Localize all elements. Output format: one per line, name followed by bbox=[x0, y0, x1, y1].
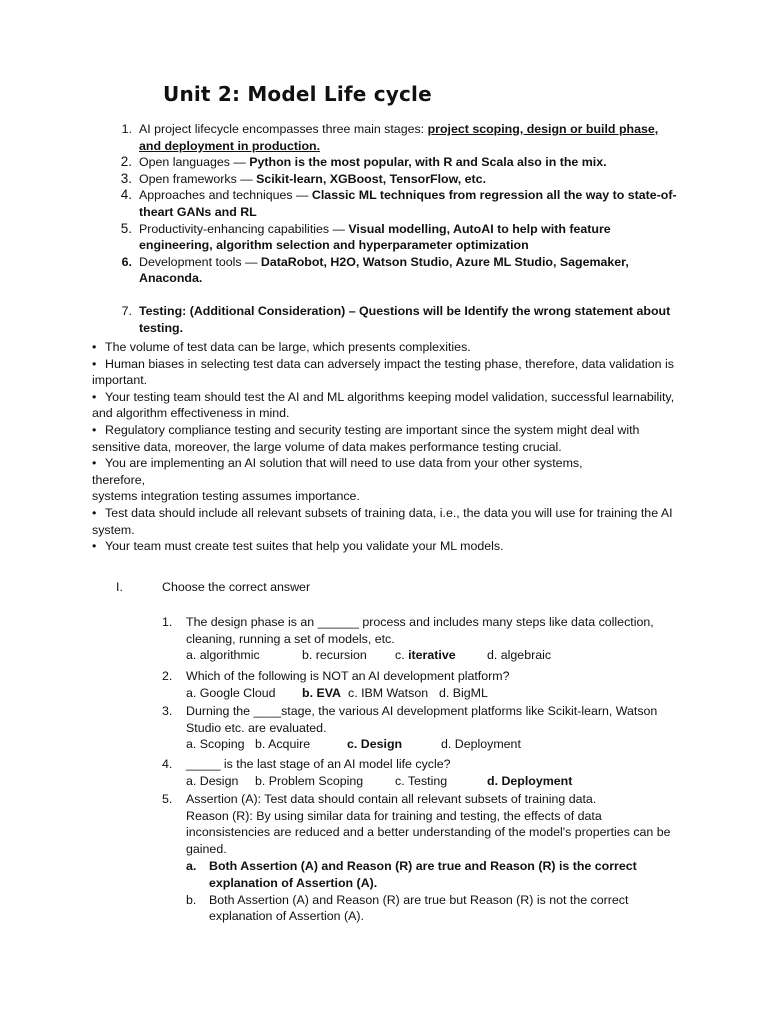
option-c: c. iterative bbox=[395, 648, 456, 663]
question-3: 3. Durning the ____stage, the various AI development platforms like Scikit-learn, Watson Studio etc. are evaluated. a. Scoping b. Acquire c. Design d. Deployment bbox=[162, 704, 658, 752]
testing-bullets bbox=[92, 339, 682, 555]
assertion-option-a: a. Both Assertion (A) and Reason (R) are true and Reason (R) is the correct explanation of Assertion (A). bbox=[186, 859, 637, 890]
list-item: 2. Open languages — Python is the most popular, with R and Scala also in the mix. bbox=[110, 154, 680, 171]
item-number: 3. bbox=[120, 170, 132, 186]
option-d: d. algebraic bbox=[487, 648, 552, 663]
option-b: b. EVA bbox=[302, 685, 342, 700]
page-title: Unit 2: Model Life cycle bbox=[163, 82, 432, 106]
item-number: 1. bbox=[121, 122, 132, 136]
option-a: a. Design bbox=[186, 773, 239, 788]
bullet-item: • Test data should include all relevant subsets of training data, i.e., the data you will use for training the AI system. bbox=[92, 505, 673, 537]
bullet-item: • Your testing team should test the AI and ML algorithms keeping model validation, successful learnability, and algorithm effectiveness in mind. bbox=[92, 389, 675, 421]
bullet-item: • You are implementing an AI solution that will need to use data from your other systems, therefore, bbox=[92, 456, 583, 487]
bullet-item: • The volume of test data can be large, which presents complexities. bbox=[92, 340, 471, 354]
option-c: c. Testing bbox=[395, 773, 448, 788]
item-number: 5. bbox=[120, 220, 132, 236]
option-d: d. Deployment bbox=[441, 737, 521, 752]
bullet-continuation: systems integration testing assumes importance. bbox=[92, 489, 360, 504]
question-5: 5. Assertion (A): Test data should contain all relevant subsets of training data. Reason (R): By using similar data for training and testing, the effects of data inconsistencies are reduced and a better understanding of the model's properties can be gained. a. Both Assertion (A) and Reason (R) are true and Reason (R) is the correct explanation of Assertion (A). b. Both Assertion (A) and Reason (R) are true but Reason (R) is not the correct explanation of Assertion (A). bbox=[162, 791, 682, 925]
list-item: 4. Approaches and techniques — Classic ML techniques from regression all the way to state-of-theart GANs and RL bbox=[110, 187, 680, 220]
option-a: a. algorithmic bbox=[186, 648, 260, 663]
bullet-icon: • bbox=[92, 456, 97, 471]
question-2: 2. Which of the following is NOT an AI development platform? a. Google Cloud b. EVA c. IBM Watson d. BigML bbox=[162, 669, 510, 700]
question-1: 1. The design phase is an ______ process and includes many steps like data collection, cleaning, running a set of models, etc. a. algorithmic b. recursion c. iterative d. algebraic bbox=[162, 615, 654, 663]
bullet-icon: • bbox=[92, 340, 97, 354]
list-item: 6. Development tools — DataRobot, H2O, Watson Studio, Azure ML Studio, Sagemaker, Anaconda. bbox=[110, 254, 680, 287]
list-item: 3. Open frameworks — Scikit-learn, XGBoost, TensorFlow, etc. bbox=[110, 171, 680, 188]
option-a: a. Scoping bbox=[186, 737, 245, 752]
option-b: b. Acquire bbox=[255, 737, 311, 752]
lifecycle-list bbox=[110, 121, 680, 336]
list-item: 5. Productivity-enhancing capabilities — Visual modelling, AutoAI to help with feature engineering, algorithm selection and hyperparameter optimization bbox=[110, 221, 680, 254]
bullet-icon: • bbox=[92, 422, 97, 437]
bullet-icon: • bbox=[92, 539, 97, 554]
item-number: 2. bbox=[120, 154, 132, 170]
option-a: a. Google Cloud bbox=[186, 685, 276, 700]
bullet-icon: • bbox=[92, 389, 97, 404]
option-b: b. Problem Scoping bbox=[255, 773, 364, 788]
section-heading: I. Choose the correct answer bbox=[116, 580, 311, 594]
option-b: b. recursion bbox=[302, 648, 367, 663]
option-c: c. Design bbox=[347, 737, 403, 752]
list-item: 1. AI project lifecycle encompasses three main stages: project scoping, design or build phase, and deployment in production. bbox=[110, 121, 680, 154]
list-item: 7. Testing: (Additional Consideration) – Questions will be Identify the wrong statement about testing. bbox=[110, 303, 680, 336]
bullet-icon: • bbox=[92, 505, 97, 520]
bullet-icon: • bbox=[92, 356, 97, 371]
bullet-item: • Your team must create test suites that help you validate your ML models. bbox=[92, 539, 504, 554]
bullet-item: • Human biases in selecting test data can adversely impact the testing phase, therefore, data validation is important. bbox=[92, 356, 674, 388]
question-4: 4. _____ is the last stage of an AI model life cycle? a. Design b. Problem Scoping c. Testing d. Deployment bbox=[162, 757, 573, 788]
item-number: 7. bbox=[121, 303, 132, 318]
item-number: 6. bbox=[121, 254, 132, 269]
item-number: 4. bbox=[120, 187, 132, 203]
option-d: d. Deployment bbox=[487, 773, 573, 788]
assertion-option-b: b. Both Assertion (A) and Reason (R) are true but Reason (R) is not the correct explanation of Assertion (A). bbox=[186, 892, 629, 924]
option-c: c. IBM Watson bbox=[348, 685, 429, 700]
option-d: d. BigML bbox=[439, 685, 488, 700]
bullet-item: • Regulatory compliance testing and security testing are important since the system might deal with sensitive data, moreover, the large volume of data makes performance testing crucial. bbox=[92, 422, 640, 454]
